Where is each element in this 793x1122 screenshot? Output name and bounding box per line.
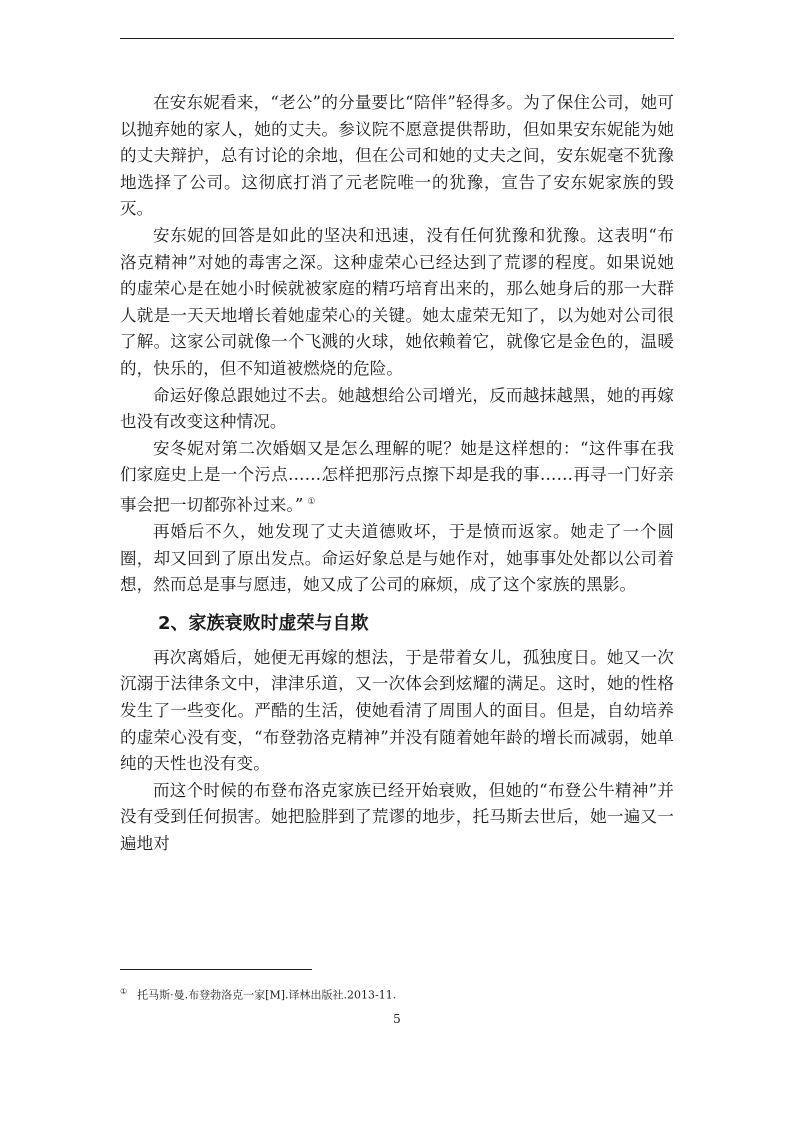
- footnote: [120, 984, 674, 1004]
- body-paragraph: 再婚后不久，她发现了丈夫道德败坏，于是愤而返家。她走了一个圆圈，却又回到了原出发点。命运好象总是与她作对，她事事处处都以公司着想，然而总是事与愿违，她又成了公司的麻烦，成了这个家族的黑影。: [120, 522, 674, 595]
- body-paragraph: 命运好像总跟她过不去。她越想给公司增光，反而越抹越黑，她的再嫁也没有改变这种情况。: [120, 385, 674, 432]
- section-heading: 2、家族衰败时虚荣与自欺: [158, 612, 369, 634]
- body-paragraph: 在安东妮看来，“老公”的分量要比“陪伴”轻得多。为了保住公司，她可以抛弃她的家人，她的丈夫。参议院不愿意提供帮助，但如果安东妮能为她的丈夫辩护，总有讨论的余地，但在公司和她的丈夫之间，安东妮毫不犹豫地选择了公司。这彻底打消了元老院唯一的犹豫，宣告了安东妮家族的毁灭。: [120, 93, 674, 219]
- footnote-rule: [120, 969, 312, 970]
- page-body: [120, 90, 674, 858]
- footnote-reference[interactable]: ①: [307, 496, 316, 507]
- footnote-text: 托马斯·曼.布登勃洛克一家[M].译林出版社.2013-11.: [137, 988, 397, 1002]
- quote-paragraph: [120, 436, 674, 519]
- body-paragraph: 而这个时候的布登布洛克家族已经开始衰败，但她的“布登公牛精神”并没有受到任何损害。她把脸胖到了荒谬的地步，托马斯去世后，她一遍又一遍地对: [120, 780, 674, 853]
- body-paragraph: 再次离婚后，她便无再嫁的想法，于是带着女儿，孤独度日。她又一次沉溺于法律条文中，津津乐道，又一次体会到炫耀的满足。这时，她的性格发生了一些变化。严酷的生活，使她看清了周围人的面目。但是，自幼培养的虚荣心没有变，“布登勃洛克精神”并没有随着她年龄的增长而减弱，她单纯的天性也没有变。: [120, 647, 674, 774]
- footnote-marker: ①: [120, 987, 128, 996]
- quote-text: 安冬妮对第二次婚姻又是怎么理解的呢？她是这样想的：“这件事在我们家庭史上是一个污点……怎样把那污点擦下却是我的事……再寻一门好亲事会把一切都弥补过来。”: [120, 438, 674, 515]
- body-paragraph: 安东妮的回答是如此的坚决和迅速，没有任何犹豫和犹豫。这表明“布洛克精神”对她的毒害之深。这种虚荣心已经达到了荒谬的程度。如果说她的虚荣心是在她小时候就被家庭的精巧培育出来的，那么她身后的那一大群人就是一天天地增长着她虚荣心的关键。她太虚荣无知了，以为她对公司很了解。这家公司就像一个飞溅的火球，她依赖着它，就像它是金色的，温暖的，快乐的，但不知道被燃烧的危险。: [120, 225, 674, 378]
- page-number: 5: [393, 1012, 401, 1026]
- header-rule: [120, 38, 674, 39]
